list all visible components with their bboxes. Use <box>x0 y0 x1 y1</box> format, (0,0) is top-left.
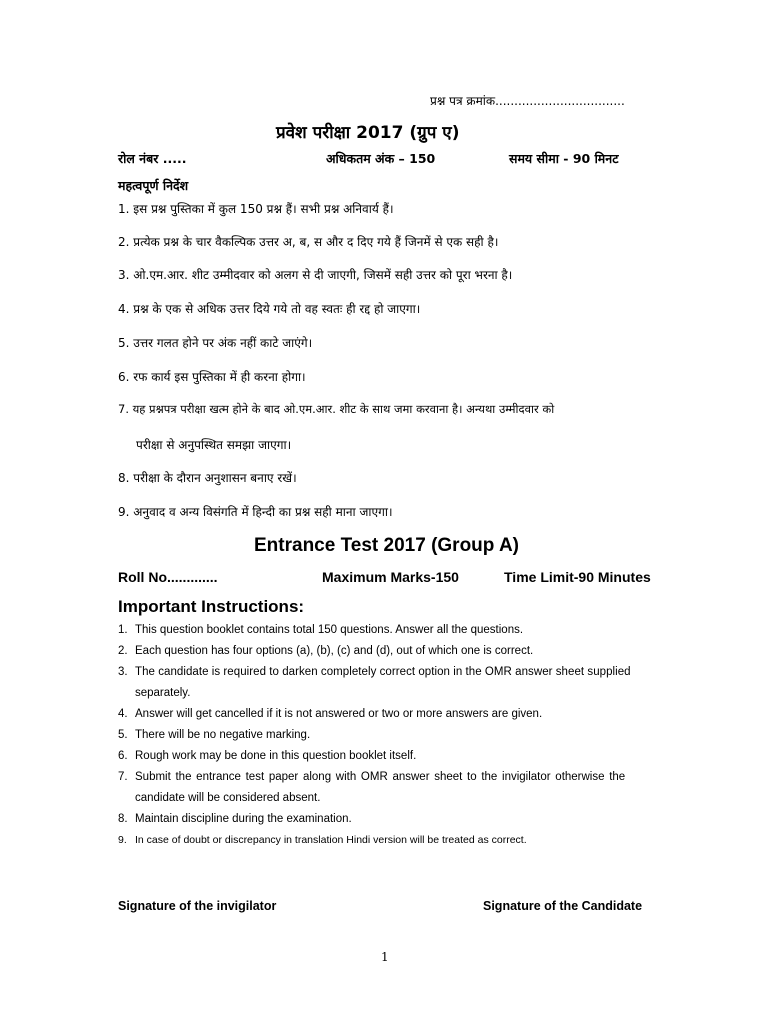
hindi-instruction-item: 5. उत्तर गलत होने पर अंक नहीं काटे जाएंगे। <box>118 336 313 350</box>
item-number: 6. <box>118 750 128 762</box>
item-number: 5. <box>118 729 128 741</box>
english-instruction-item <box>118 624 523 636</box>
hindi-instruction-item: 6. रफ कार्य इस पुस्तिका में ही करना होगा। <box>118 370 306 384</box>
candidate-signature-label: Signature of the Candidate <box>483 899 643 913</box>
english-instruction-continuation: candidate will be considered absent. <box>135 792 321 804</box>
item-text: The candidate is required to darken completely correct option in the OMR answer sheet supplied <box>135 666 631 678</box>
item-text: Answer will get cancelled if it is not answered or two or more answers are given. <box>135 708 543 720</box>
english-instruction-item <box>118 834 527 846</box>
hindi-time-limit: समय सीमा - 90 मिनट <box>509 151 619 166</box>
item-number: 2. <box>118 645 128 657</box>
invigilator-signature-label: Signature of the invigilator <box>118 899 277 913</box>
item-number: 1. <box>118 624 128 636</box>
hindi-roll-no: रोल नंबर ..... <box>118 151 187 166</box>
english-instructions-heading: Important Instructions: <box>118 597 305 616</box>
hindi-instruction-item: 8. परीक्षा के दौरान अनुशासन बनाए रखें। <box>118 471 297 485</box>
english-title: Entrance Test 2017 (Group A) <box>254 535 520 556</box>
english-instruction-item <box>118 708 542 720</box>
item-text: Rough work may be done in this question booklet itself. <box>135 750 417 762</box>
english-instruction-item <box>118 645 533 657</box>
question-paper-serial: प्रश्न पत्र क्रमांक.................................. <box>430 94 625 108</box>
hindi-instruction-continuation: परीक्षा से अनुपस्थित समझा जाएगा। <box>136 438 292 452</box>
english-max-marks: Maximum Marks-150 <box>322 569 459 585</box>
item-text: There will be no negative marking. <box>135 729 311 741</box>
english-instruction-continuation: separately. <box>135 687 191 699</box>
item-text: In case of doubt or discrepancy in translation Hindi version will be treated as correct. <box>135 834 527 846</box>
hindi-instruction-item: 3. ओ.एम.आर. शीट उम्मीदवार को अलग से दी जाएगी, जिसमें सही उत्तर को पूरा भरना है। <box>118 268 513 282</box>
item-text: This question booklet contains total 150 questions. Answer all the questions. <box>135 624 524 636</box>
item-text: Each question has four options (a), (b), (c) and (d), out of which one is correct. <box>135 645 534 657</box>
item-number: 8. <box>118 813 128 825</box>
english-time-limit: Time Limit-90 Minutes <box>504 569 651 585</box>
hindi-instruction-item: 4. प्रश्न के एक से अधिक उत्तर दिये गये तो वह स्वतः ही रद्द हो जाएगा। <box>118 302 421 316</box>
hindi-title: प्रवेश परीक्षा 2017 (ग्रुप ए) <box>276 123 460 143</box>
english-instruction-item <box>118 729 310 741</box>
english-instruction-item <box>118 771 625 783</box>
item-number: 3. <box>118 666 128 678</box>
hindi-max-marks: अधिकतम अंक – 150 <box>326 151 436 166</box>
english-instruction-item <box>118 750 416 762</box>
hindi-instruction-item: 7. यह प्रश्नपत्र परीक्षा खत्म होने के बाद ओ.एम.आर. शीट के साथ जमा करवाना है। अन्यथा उम्मीदवार को <box>118 402 555 416</box>
item-number: 4. <box>118 708 128 720</box>
hindi-instruction-item: 1. इस प्रश्न पुस्तिका में कुल 150 प्रश्न हैं। सभी प्रश्न अनिवार्य हैं। <box>118 202 394 216</box>
item-text: Submit the entrance test paper along with OMR answer sheet to the invigilator otherwise the <box>135 771 626 783</box>
english-instruction-item <box>118 813 352 825</box>
english-roll-no: Roll No............. <box>118 569 218 585</box>
item-text: Maintain discipline during the examination. <box>135 813 352 825</box>
item-number: 9. <box>118 834 127 846</box>
hindi-instructions-heading: महत्वपूर्ण निर्देश <box>118 178 189 193</box>
hindi-instruction-item: 9. अनुवाद व अन्य विसंगति में हिन्दी का प्रश्न सही माना जाएगा। <box>118 505 393 519</box>
english-instruction-item <box>118 666 631 678</box>
item-number: 7. <box>118 771 128 783</box>
hindi-instruction-item: 2. प्रत्येक प्रश्न के चार वैकल्पिक उत्तर अ, ब, स और द दिए गये हैं जिनमें से एक सही है। <box>118 235 499 249</box>
page-number: 1 <box>381 950 389 964</box>
